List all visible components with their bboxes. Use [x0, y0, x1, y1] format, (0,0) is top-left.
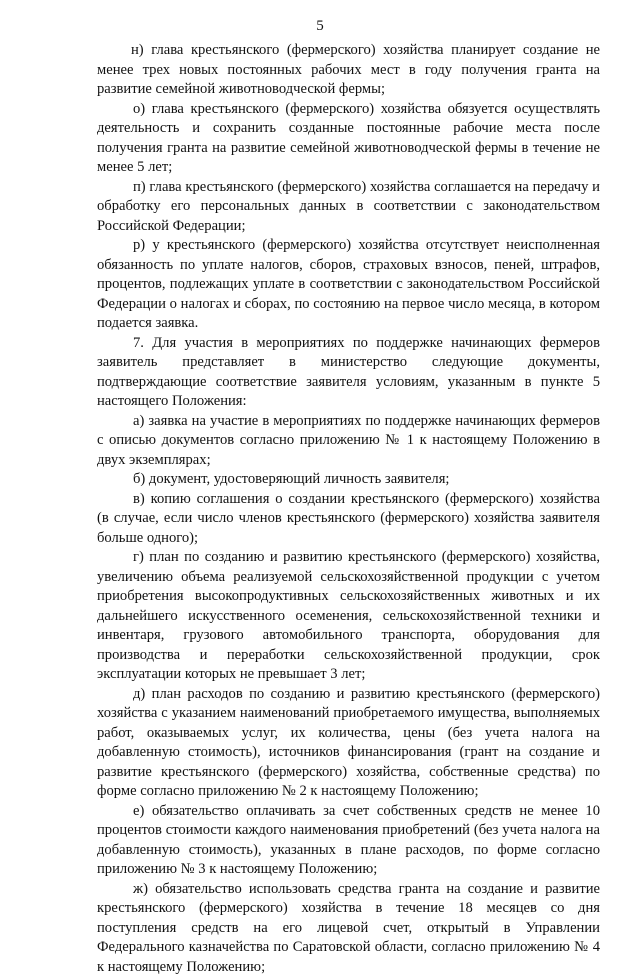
- paragraph-r: р) у крестьянского (фермерского) хозяйства отсутствует неисполненная обязанность по уплате налогов, сборов, страховых взносов, пеней, штрафов, процентов, подлежащих уплате в соответствии с законодательством Российской Федерации о налогах и сборах, по состоянию на первое число месяца, в котором подается заявка.: [97, 236, 600, 334]
- paragraph-zh: ж) обязательство использовать средства гранта на создание и развитие крестьянского (фермерского) хозяйства в течение 18 месяцев со дня поступления средств на его лицевой счет, открытый в Управлении Федерального казначейства по Саратовской области, согласно приложению № 4 к настоящему Положению;: [97, 880, 600, 977]
- paragraph-item-7: 7. Для участия в мероприятиях по поддержке начинающих фермеров заявитель представляет в министерство следующие документы, подтверждающие соответствие заявителя условиям, указанным в пункте 5 настоящего Положения:: [97, 334, 600, 412]
- paragraph-o: о) глава крестьянского (фермерского) хозяйства обязуется осуществлять деятельность и сохранить созданные постоянные рабочие места после получения гранта на развитие семейной животноводческой фермы в течение не менее 5 лет;: [97, 100, 600, 178]
- paragraph-v: в) копию соглашения о создании крестьянского (фермерского) хозяйства (в случае, если число членов крестьянского (фермерского) хозяйства заявителя больше одного);: [97, 490, 600, 549]
- paragraph-a: а) заявка на участие в мероприятиях по поддержке начинающих фермеров с описью документов согласно приложению № 1 к настоящему Положению в двух экземплярах;: [97, 412, 600, 471]
- paragraph-p: п) глава крестьянского (фермерского) хозяйства соглашается на передачу и обработку его персональных данных в соответствии с законодательством Российской Федерации;: [97, 178, 600, 237]
- paragraph-g: г) план по созданию и развитию крестьянского (фермерского) хозяйства, увеличению объема реализуемой сельскохозяйственной продукции с учетом приобретения высокопродуктивных сельскохозяйственных животных и их дальнейшего искусственного осеменения, сельскохозяйственной техники и инвентаря, грузового автомобильного транспорта, оборудования для производства и переработки сельскохозяйственной продукции, срок эксплуатации которых не превышает 3 лет;: [97, 548, 600, 685]
- document-body: [97, 41, 600, 977]
- paragraph-b: б) документ, удостоверяющий личность заявителя;: [97, 470, 600, 490]
- paragraph-d: д) план расходов по созданию и развитию крестьянского (фермерского) хозяйства с указанием наименований приобретаемого имущества, выполняемых работ, оказываемых услуг, их количества, цены (без учета налога на добавленную стоимость), источников финансирования (грант на создание и развитие крестьянского (фермерского) хозяйства, собственные средства) по форме согласно приложению № 2 к настоящему Положению;: [97, 685, 600, 802]
- page-number: 5: [0, 17, 640, 35]
- paragraph-e: е) обязательство оплачивать за счет собственных средств не менее 10 процентов стоимости каждого наименования приобретений (без учета налога на добавленную стоимость), указанных в плане расходов, по форме согласно приложению № 3 к настоящему Положению;: [97, 802, 600, 880]
- paragraph-n: н) глава крестьянского (фермерского) хозяйства планирует создание не менее трех новых постоянных рабочих мест в году получения гранта на развитие семейной животноводческой фермы;: [97, 41, 600, 100]
